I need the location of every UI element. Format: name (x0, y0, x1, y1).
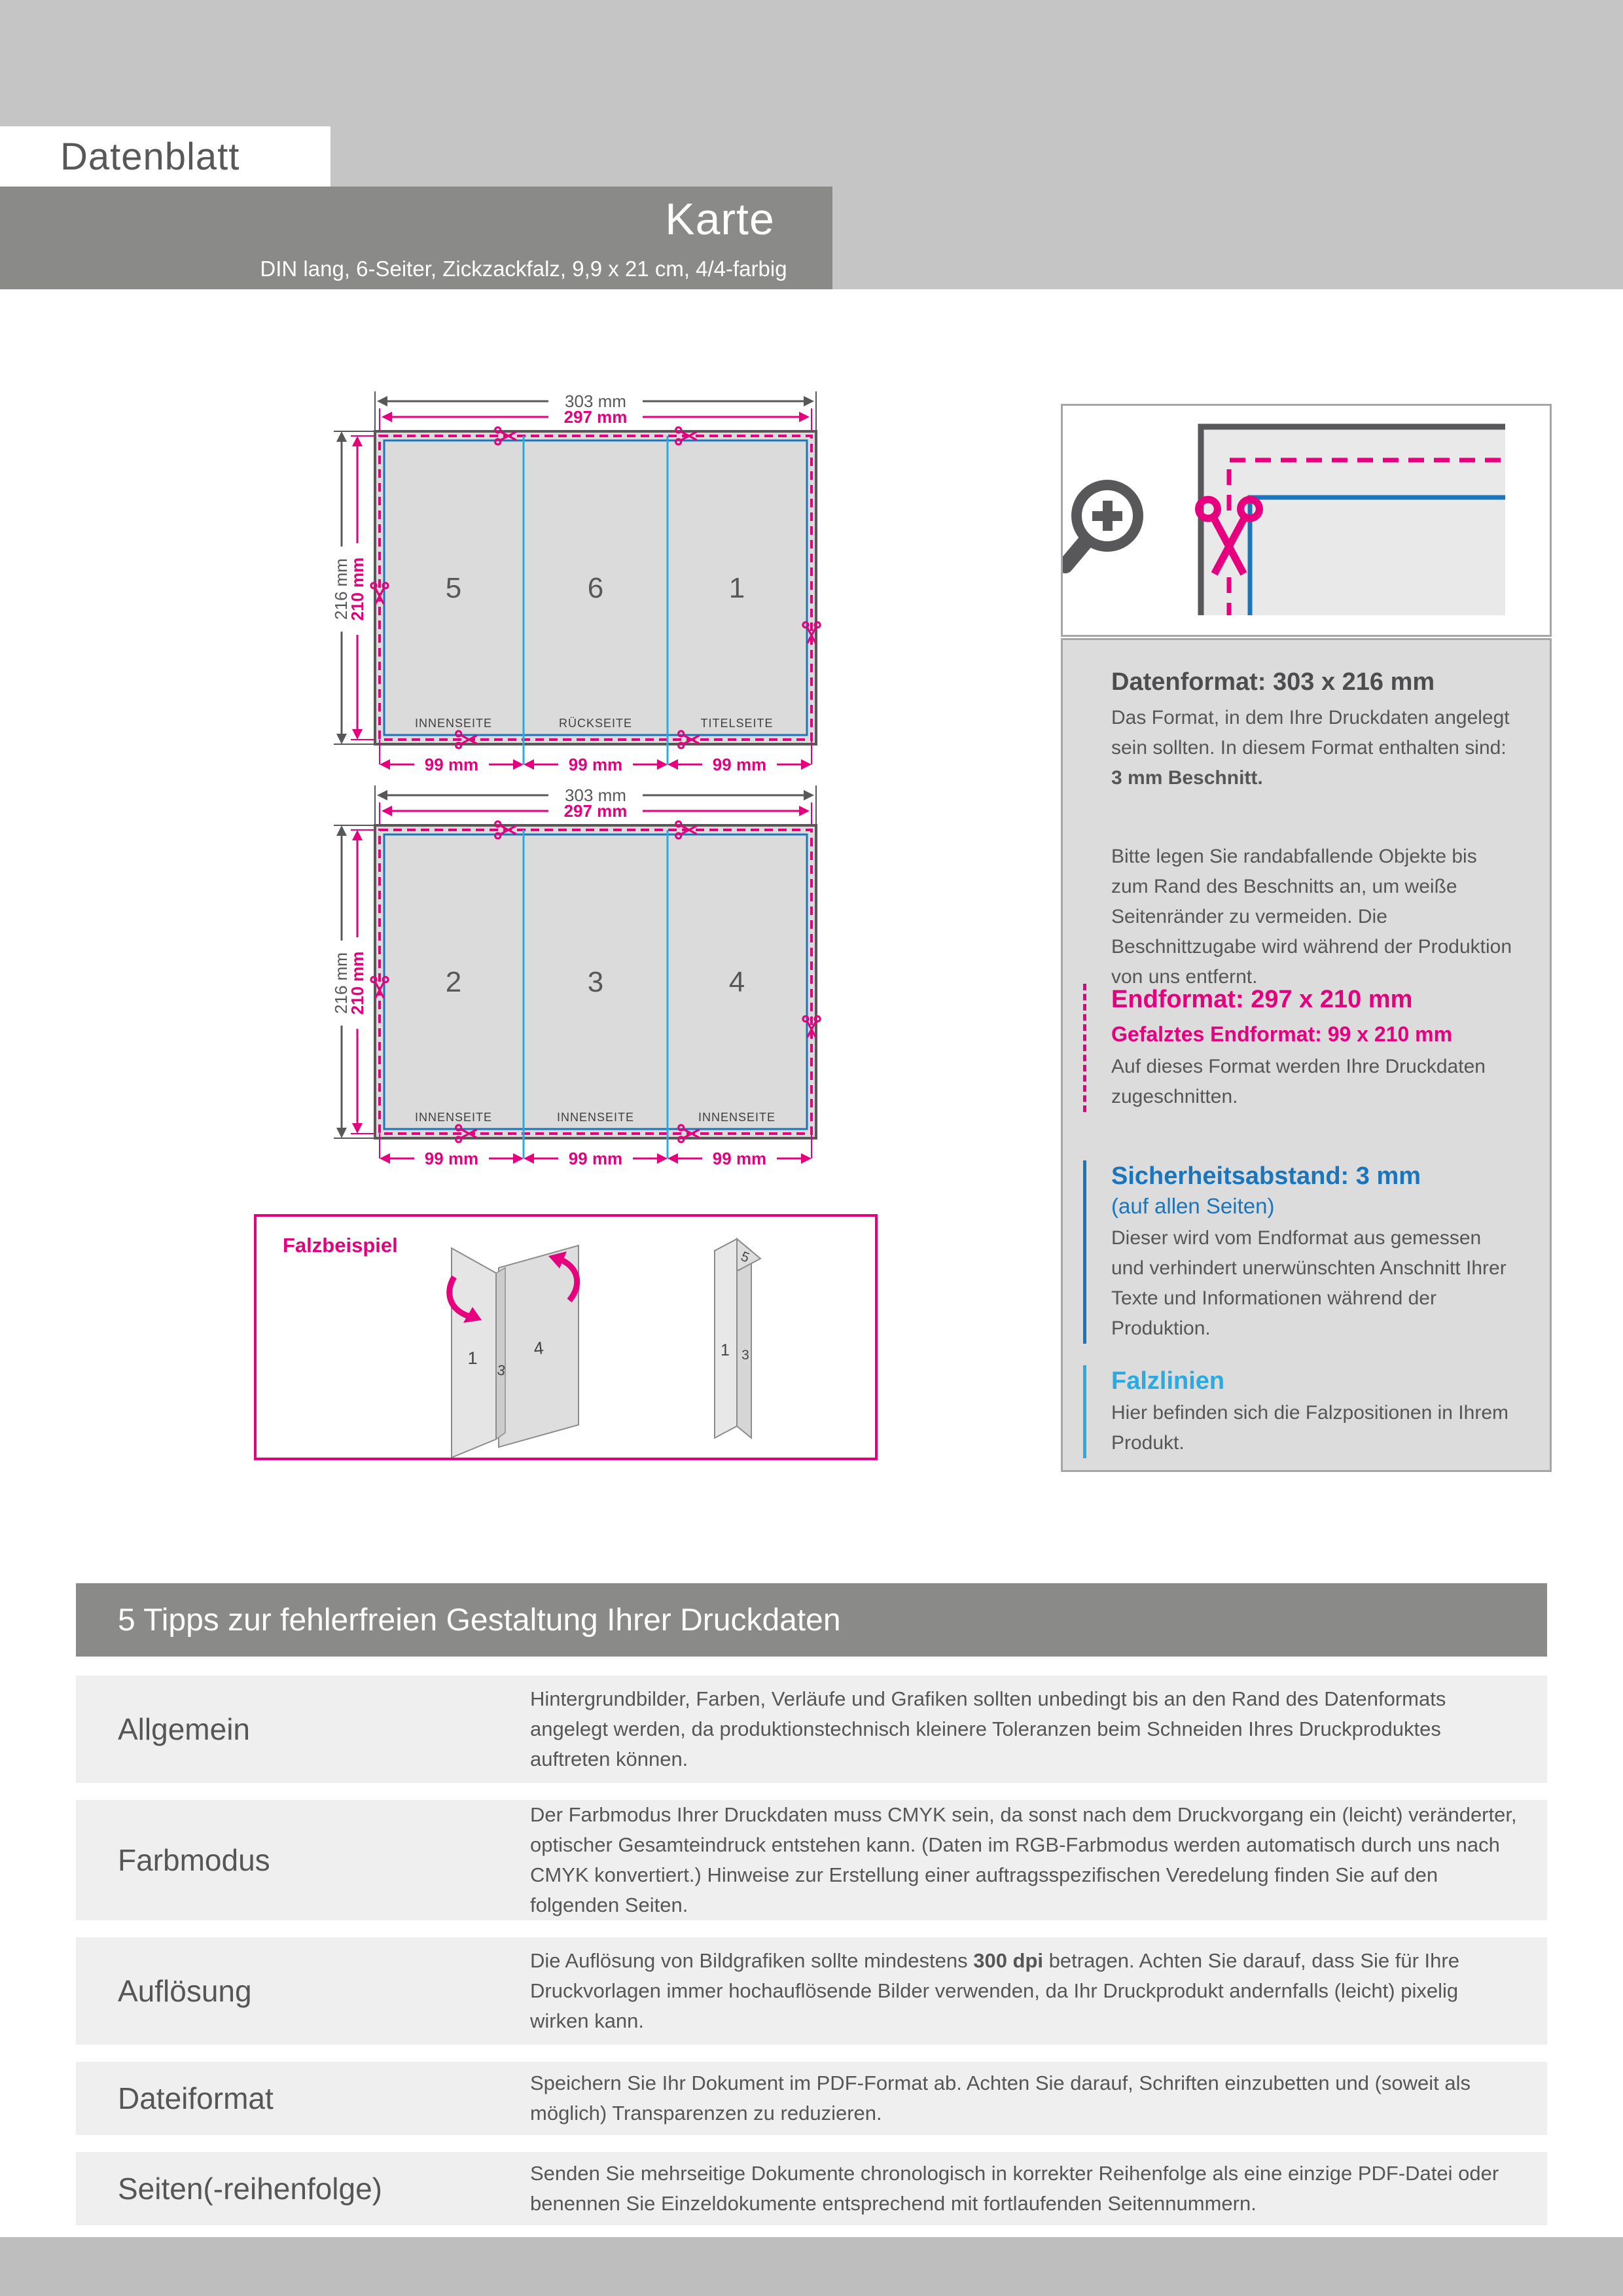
dim-outer-width: 303 mm (565, 785, 626, 805)
dim-outer-width: 303 mm (565, 391, 626, 411)
foldlines-block (1083, 1365, 1514, 1458)
foldlines-heading: Falzlinien (1111, 1367, 1225, 1395)
endformat-body: Auf dieses Format werden Ihre Druckdaten zugeschnitten. (1111, 1056, 1486, 1107)
tips-title-band (76, 1583, 1547, 1657)
panel-number: 6 (587, 572, 604, 604)
bleed-detail-box (1061, 404, 1552, 637)
footer-band (0, 2237, 1623, 2296)
tips-title: 5 Tipps zur fehlerfreien Gestaltung Ihrer Druckdaten (118, 1602, 841, 1638)
safety-heading: Sicherheitsabstand: 3 mm (1111, 1162, 1421, 1190)
fold-example-illustration (257, 1217, 875, 1458)
dim-panel-width: 99 mm (712, 1149, 767, 1168)
fold-example-box (254, 1214, 878, 1460)
tip-label: Dateiformat (118, 2081, 274, 2115)
tip-label: Farbmodus (118, 1843, 270, 1877)
panel-side-label: INNENSEITE (698, 1111, 776, 1124)
info-panel (1061, 638, 1552, 1472)
tip-text: Hintergrundbilder, Farben, Verläufe und Grafiken sollten unbedingt bis an den Rand des Datenformats angelegt werden, da produktionstechnisch kleinere Toleranzen beim Schneiden Ihres Druckproduktes auftreten können. (530, 1687, 1446, 1770)
panel-side-label: INNENSEITE (414, 1111, 493, 1124)
endformat-heading: Endformat: 297 x 210 mm (1111, 986, 1413, 1013)
safety-subheading: (auf allen Seiten) (1111, 1194, 1275, 1218)
magnifier-icon (1065, 485, 1138, 565)
panel-side-label: INNENSEITE (556, 1111, 635, 1124)
panel-number: 3 (587, 966, 604, 998)
tip-text: Senden Sie mehrseitige Dokumente chronologisch in korrekter Reihenfolge als eine einzige PDF-Datei oder benennen Sie Einzeldokumente entsprechend mit fortlaufenden Seitennummern. (530, 2162, 1499, 2215)
fold-example-label: Falzbeispiel (283, 1234, 398, 1257)
panel-number: 1 (728, 572, 745, 604)
dim-panel-width: 99 mm (424, 1149, 479, 1168)
dim-inner-height: 210 mm (348, 557, 367, 621)
sheet-diagram-outside (288, 380, 877, 805)
fold-open-number: 1 (467, 1348, 478, 1368)
tip-row-aufloesung (76, 1937, 1547, 2045)
foldlines-body: Hier befinden sich die Falzpositionen in Ihrem Produkt. (1111, 1402, 1508, 1454)
panel-number: 5 (445, 572, 462, 604)
panel-number: 2 (445, 966, 462, 998)
tip-text: Der Farbmodus Ihrer Druckdaten muss CMYK sein, da sonst nach dem Druckvorgang ein (leicht) veränderter, optischer Gesamteindruck entstehen kann. (Daten im RGB-Farbmodus werden automatisch durch uns nach CMYK konvertiert.) Hinweise zur Erstellung einer auftragsspezifischen Veredelung finden Sie auf den folgenden Seiten. (530, 1803, 1517, 1916)
fold-closed-number: 3 (741, 1348, 749, 1363)
dim-panel-width: 99 mm (712, 755, 767, 774)
fold-closed-number: 1 (721, 1341, 730, 1359)
safety-body: Dieser wird vom Endformat aus gemessen und verhindert unerwünschten Anschnitt Ihrer Texte und Informationen während der Produktion. (1111, 1227, 1507, 1339)
tip-label: Allgemein (118, 1712, 250, 1746)
dim-inner-width: 297 mm (563, 801, 628, 821)
datenformat-block (1111, 666, 1514, 793)
tip-row-allgemein (76, 1676, 1547, 1783)
bleed-paragraph: Bitte legen Sie randabfallende Objekte bis zum Rand des Beschnitts an, um weiße Seitenränder zu vermeiden. Die Beschnittzugabe wird während der Produktion von uns entfernt. (1111, 846, 1512, 988)
fold-open-number: 3 (496, 1361, 507, 1379)
page-title: Karte (665, 194, 775, 244)
tip-label: Auflösung (118, 1974, 252, 2008)
dim-outer-height: 216 mm (331, 558, 351, 620)
datenformat-heading: Datenformat: 303 x 216 mm (1111, 668, 1435, 696)
dim-panel-width: 99 mm (568, 755, 623, 774)
dim-inner-height: 210 mm (348, 951, 367, 1015)
safety-block (1083, 1160, 1514, 1344)
bleed-detail-illustration (1063, 406, 1550, 635)
endformat-subheading: Gefalztes Endformat: 99 x 210 mm (1111, 1022, 1453, 1046)
tip-row-dateiformat (76, 2062, 1547, 2135)
page-subtitle: DIN lang, 6-Seiter, Zickzackfalz, 9,9 x 21 cm, 4/4-farbig (260, 257, 787, 281)
tip-text: Die Auflösung von Bildgrafiken sollte mindestens 300 dpi betragen. Achten Sie darauf, dass Sie für Ihre Druckvorlagen immer hochauflösende Bilder verwenden, da Ihr Druckprodukt andernfalls (leicht) pixelig wirken kann. (530, 1949, 1459, 2032)
tip-label: Seiten(-reihenfolge) (118, 2172, 383, 2206)
panel-number: 4 (728, 966, 745, 998)
fold-open-number: 4 (533, 1338, 545, 1359)
endformat-block (1083, 984, 1514, 1112)
panel-side-label: RÜCKSEITE (558, 717, 633, 730)
panel-side-label: TITELSEITE (700, 717, 774, 730)
dim-inner-width: 297 mm (563, 407, 628, 427)
tip-text: Speichern Sie Ihr Dokument im PDF-Format ab. Achten Sie darauf, Schriften einzubetten und (soweit als möglich) Transparenzen zu reduzieren. (530, 2072, 1471, 2125)
dim-panel-width: 99 mm (568, 1149, 623, 1168)
dim-outer-height: 216 mm (331, 952, 351, 1014)
doc-label: Datenblatt (60, 135, 240, 178)
datenformat-body: Das Format, in dem Ihre Druckdaten angelegt sein sollten. In diesem Format enthalten sind: 3 mm Beschnitt. (1111, 707, 1510, 789)
panel-side-label: INNENSEITE (414, 717, 493, 730)
tip-row-farbmodus (76, 1800, 1547, 1920)
sheet-diagram-inside (288, 774, 877, 1199)
dim-panel-width: 99 mm (424, 755, 479, 774)
tip-row-seitenreihenfolge (76, 2152, 1547, 2225)
fold-closed-number: 5 (738, 1249, 752, 1266)
doc-label-box (0, 126, 330, 187)
